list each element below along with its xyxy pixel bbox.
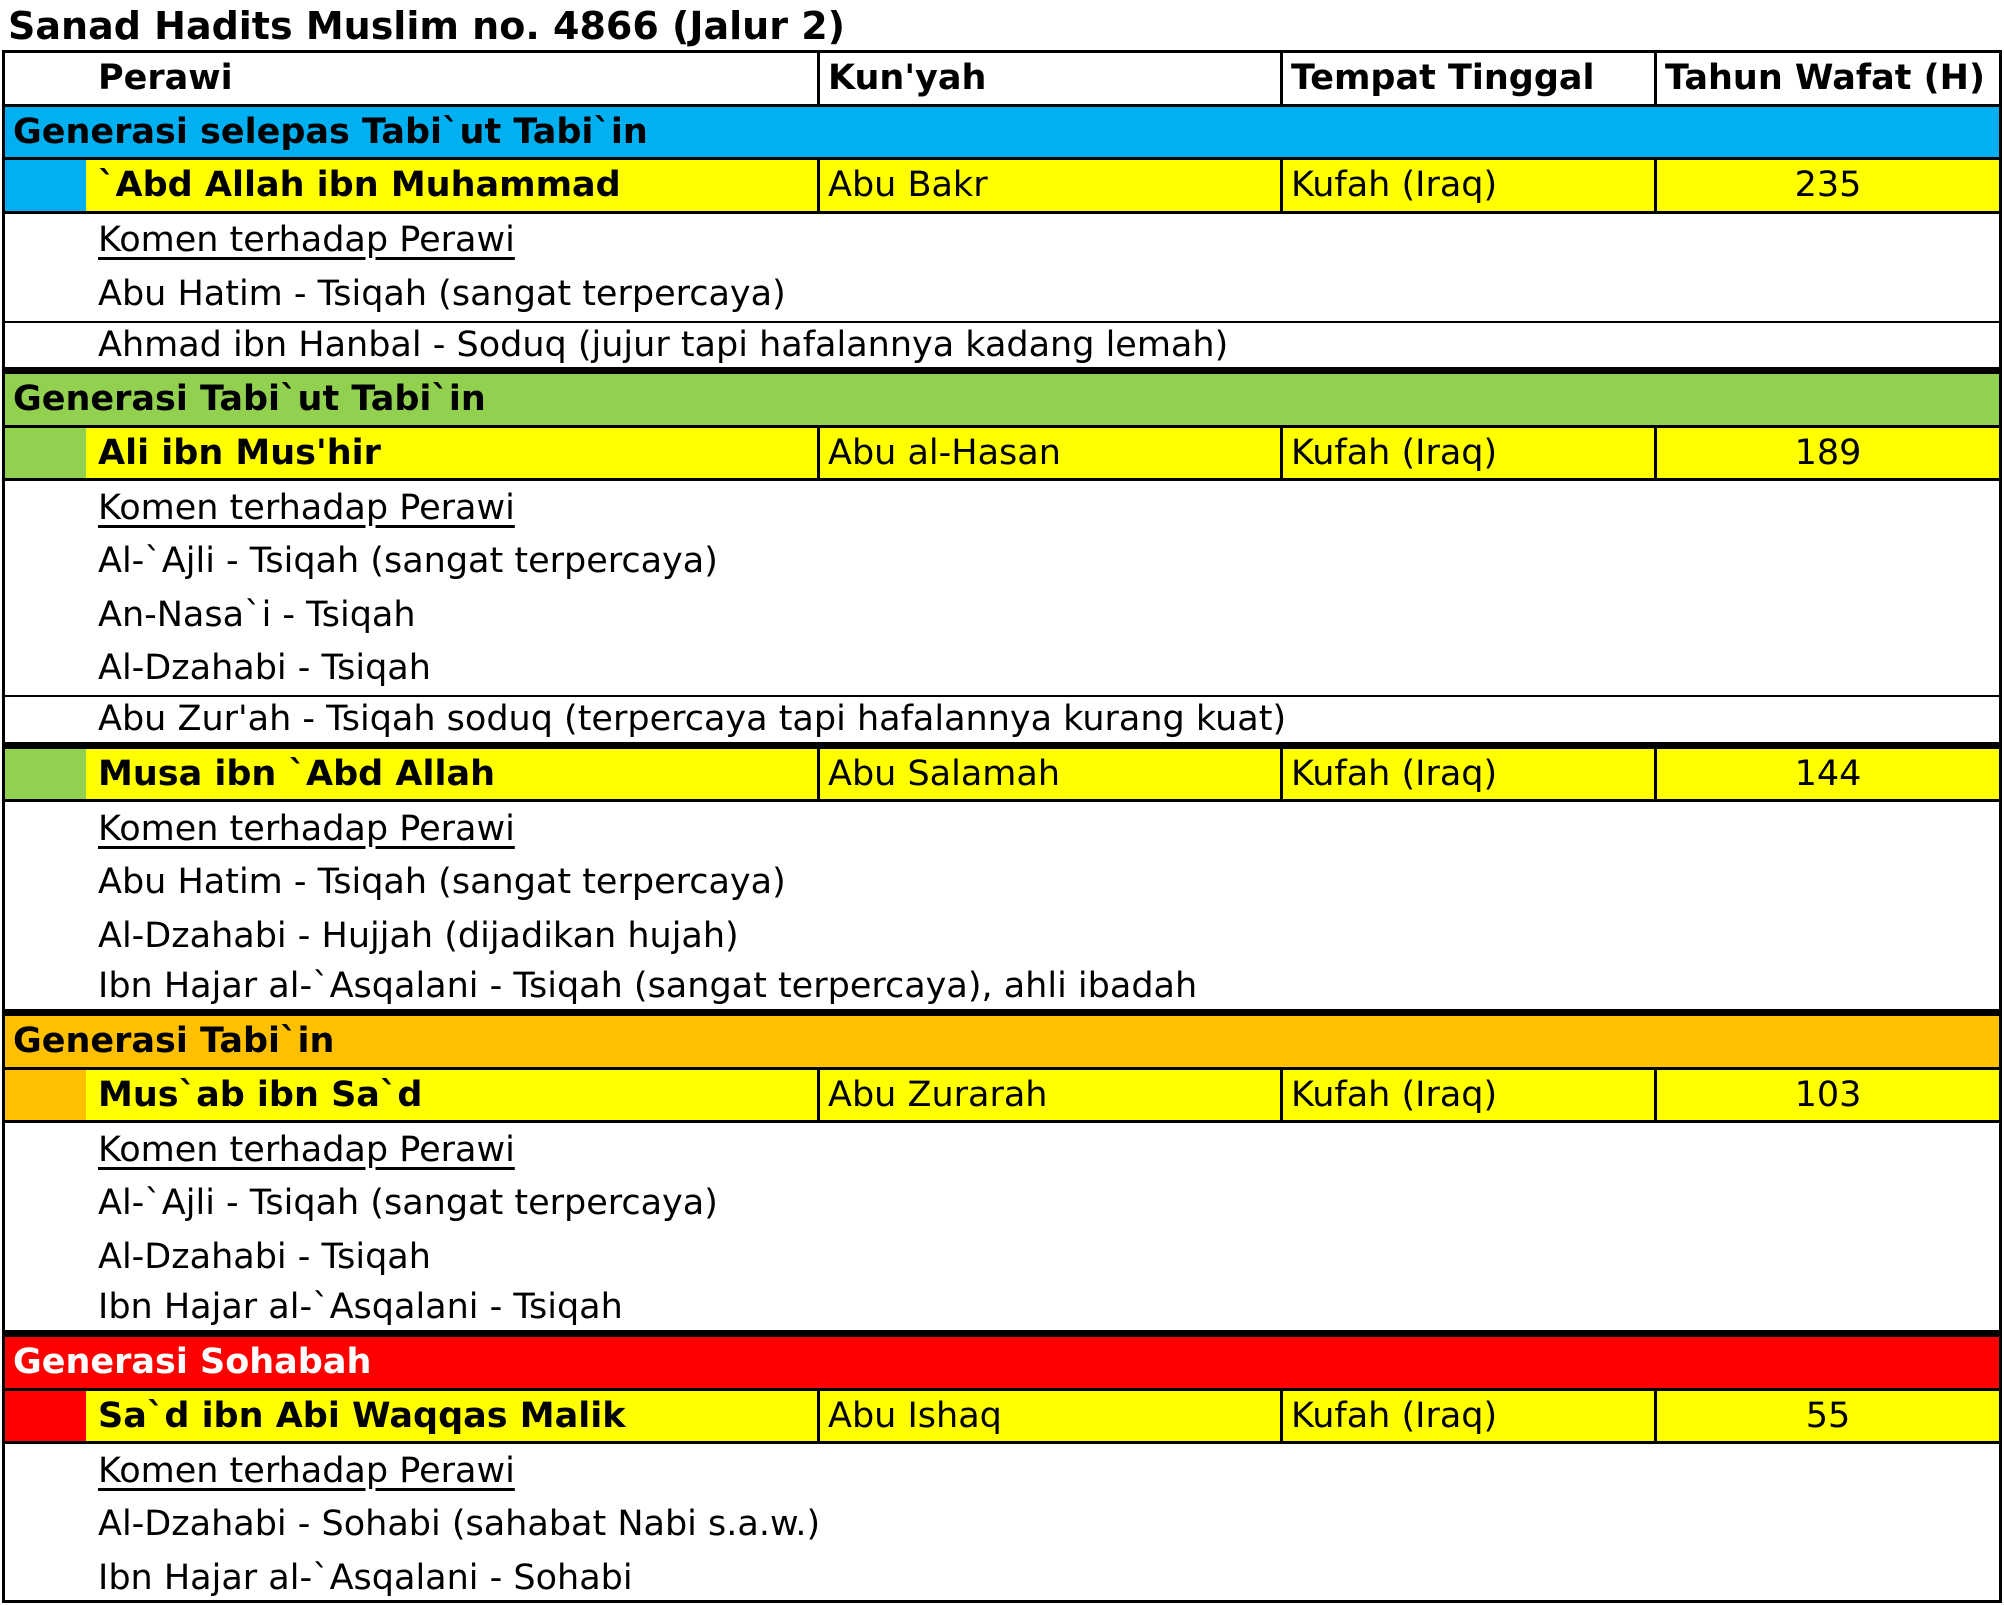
generation-header-row bbox=[5, 107, 1999, 161]
narrator-name: Mus`ab ibn Sa`d bbox=[86, 1070, 817, 1121]
narrator-kunyah: Abu Ishaq bbox=[817, 1391, 1280, 1442]
table-header bbox=[5, 53, 1999, 107]
header-perawi: Perawi bbox=[98, 58, 233, 99]
comment-text: Al-Dzahabi - Hujjah (dijadikan hujah) bbox=[98, 915, 739, 956]
generation-header-row bbox=[5, 1016, 1999, 1070]
narrator-name: Ali ibn Mus'hir bbox=[86, 428, 817, 479]
narrator-row bbox=[5, 1391, 1999, 1445]
generation-label: Generasi selepas Tabi`ut Tabi`in bbox=[13, 111, 648, 152]
comment-row bbox=[5, 1498, 1999, 1552]
comment-heading-row bbox=[5, 802, 1999, 856]
header-kunyah: Kun'yah bbox=[817, 53, 1280, 104]
comment-heading-row bbox=[5, 214, 1999, 268]
header-tempat-tinggal: Tempat Tinggal bbox=[1280, 53, 1654, 104]
comment-heading: Komen terhadap Perawi bbox=[98, 220, 515, 261]
narrator-residence: Kufah (Iraq) bbox=[1280, 749, 1654, 800]
comment-heading-row bbox=[5, 481, 1999, 535]
comment-heading: Komen terhadap Perawi bbox=[98, 808, 515, 849]
comment-heading: Komen terhadap Perawi bbox=[98, 487, 515, 528]
comment-text: Al-Dzahabi - Sohabi (sahabat Nabi s.a.w.) bbox=[98, 1504, 821, 1545]
comment-row bbox=[5, 535, 1999, 589]
comment-text: An-Nasa`i - Tsiqah bbox=[98, 594, 416, 635]
comment-text: Abu Zur'ah - Tsiqah soduq (terpercaya tapi hafalannya kurang kuat) bbox=[98, 699, 1287, 740]
comment-text: Ibn Hajar al-`Asqalani - Tsiqah (sangat terpercaya), ahli ibadah bbox=[98, 965, 1198, 1006]
generation-label: Generasi Tabi`in bbox=[13, 1021, 335, 1062]
narrator-row bbox=[5, 749, 1999, 803]
comment-text: Ibn Hajar al-`Asqalani - Tsiqah bbox=[98, 1286, 623, 1327]
comment-row bbox=[5, 963, 1999, 1017]
generation-color-swatch bbox=[5, 428, 86, 479]
narrator-kunyah: Abu Salamah bbox=[817, 749, 1280, 800]
generation-color-swatch bbox=[5, 749, 86, 800]
comment-row bbox=[5, 1551, 1999, 1603]
comment-row bbox=[5, 909, 1999, 963]
generation-color-swatch bbox=[5, 160, 86, 211]
narrator-kunyah: Abu Bakr bbox=[817, 160, 1280, 211]
narrator-kunyah: Abu al-Hasan bbox=[817, 428, 1280, 479]
comment-heading: Komen terhadap Perawi bbox=[98, 1129, 515, 1170]
comment-text: Al-`Ajli - Tsiqah (sangat terpercaya) bbox=[98, 541, 718, 582]
sanad-table bbox=[2, 50, 2002, 1603]
comment-row bbox=[5, 1230, 1999, 1284]
comment-text: Ibn Hajar al-`Asqalani - Sohabi bbox=[98, 1557, 633, 1598]
narrator-name: Musa ibn `Abd Allah bbox=[86, 749, 817, 800]
comment-row bbox=[5, 642, 1999, 696]
page-title: Sanad Hadits Muslim no. 4866 (Jalur 2) bbox=[8, 4, 846, 48]
narrator-death-year: 55 bbox=[1654, 1391, 1999, 1442]
narrator-death-year: 103 bbox=[1654, 1070, 1999, 1121]
comment-heading: Komen terhadap Perawi bbox=[98, 1450, 515, 1491]
comment-text: Al-`Ajli - Tsiqah (sangat terpercaya) bbox=[98, 1183, 718, 1224]
comment-text: Abu Hatim - Tsiqah (sangat terpercaya) bbox=[98, 862, 786, 903]
narrator-row bbox=[5, 1070, 1999, 1124]
header-color-cell bbox=[5, 53, 86, 104]
narrator-residence: Kufah (Iraq) bbox=[1280, 428, 1654, 479]
comment-row bbox=[5, 1284, 1999, 1338]
header-tahun-wafat: Tahun Wafat (H) bbox=[1654, 53, 1999, 104]
comment-row bbox=[5, 267, 1999, 321]
narrator-death-year: 189 bbox=[1654, 428, 1999, 479]
narrator-residence: Kufah (Iraq) bbox=[1280, 160, 1654, 211]
generation-header-row bbox=[5, 374, 1999, 428]
narrator-row bbox=[5, 160, 1999, 214]
narrator-death-year: 235 bbox=[1654, 160, 1999, 211]
comment-row bbox=[5, 588, 1999, 642]
narrator-death-year: 144 bbox=[1654, 749, 1999, 800]
comment-row bbox=[5, 695, 1999, 749]
comment-text: Al-Dzahabi - Tsiqah bbox=[98, 1236, 431, 1277]
comment-heading-row bbox=[5, 1123, 1999, 1177]
comment-row bbox=[5, 321, 1999, 375]
narrator-residence: Kufah (Iraq) bbox=[1280, 1070, 1654, 1121]
narrator-residence: Kufah (Iraq) bbox=[1280, 1391, 1654, 1442]
generation-label: Generasi Tabi`ut Tabi`in bbox=[13, 379, 486, 420]
comment-row bbox=[5, 856, 1999, 910]
generation-color-swatch bbox=[5, 1070, 86, 1121]
narrator-name: Sa`d ibn Abi Waqqas Malik bbox=[86, 1391, 817, 1442]
narrator-row bbox=[5, 428, 1999, 482]
generation-header-row bbox=[5, 1337, 1999, 1391]
narrator-kunyah: Abu Zurarah bbox=[817, 1070, 1280, 1121]
comment-row bbox=[5, 1177, 1999, 1231]
comment-heading-row bbox=[5, 1444, 1999, 1498]
comment-text: Al-Dzahabi - Tsiqah bbox=[98, 648, 431, 689]
generation-color-swatch bbox=[5, 1391, 86, 1442]
narrator-name: `Abd Allah ibn Muhammad bbox=[86, 160, 817, 211]
comment-text: Abu Hatim - Tsiqah (sangat terpercaya) bbox=[98, 273, 786, 314]
generation-label: Generasi Sohabah bbox=[13, 1342, 372, 1383]
comment-text: Ahmad ibn Hanbal - Soduq (jujur tapi hafalannya kadang lemah) bbox=[98, 324, 1229, 365]
